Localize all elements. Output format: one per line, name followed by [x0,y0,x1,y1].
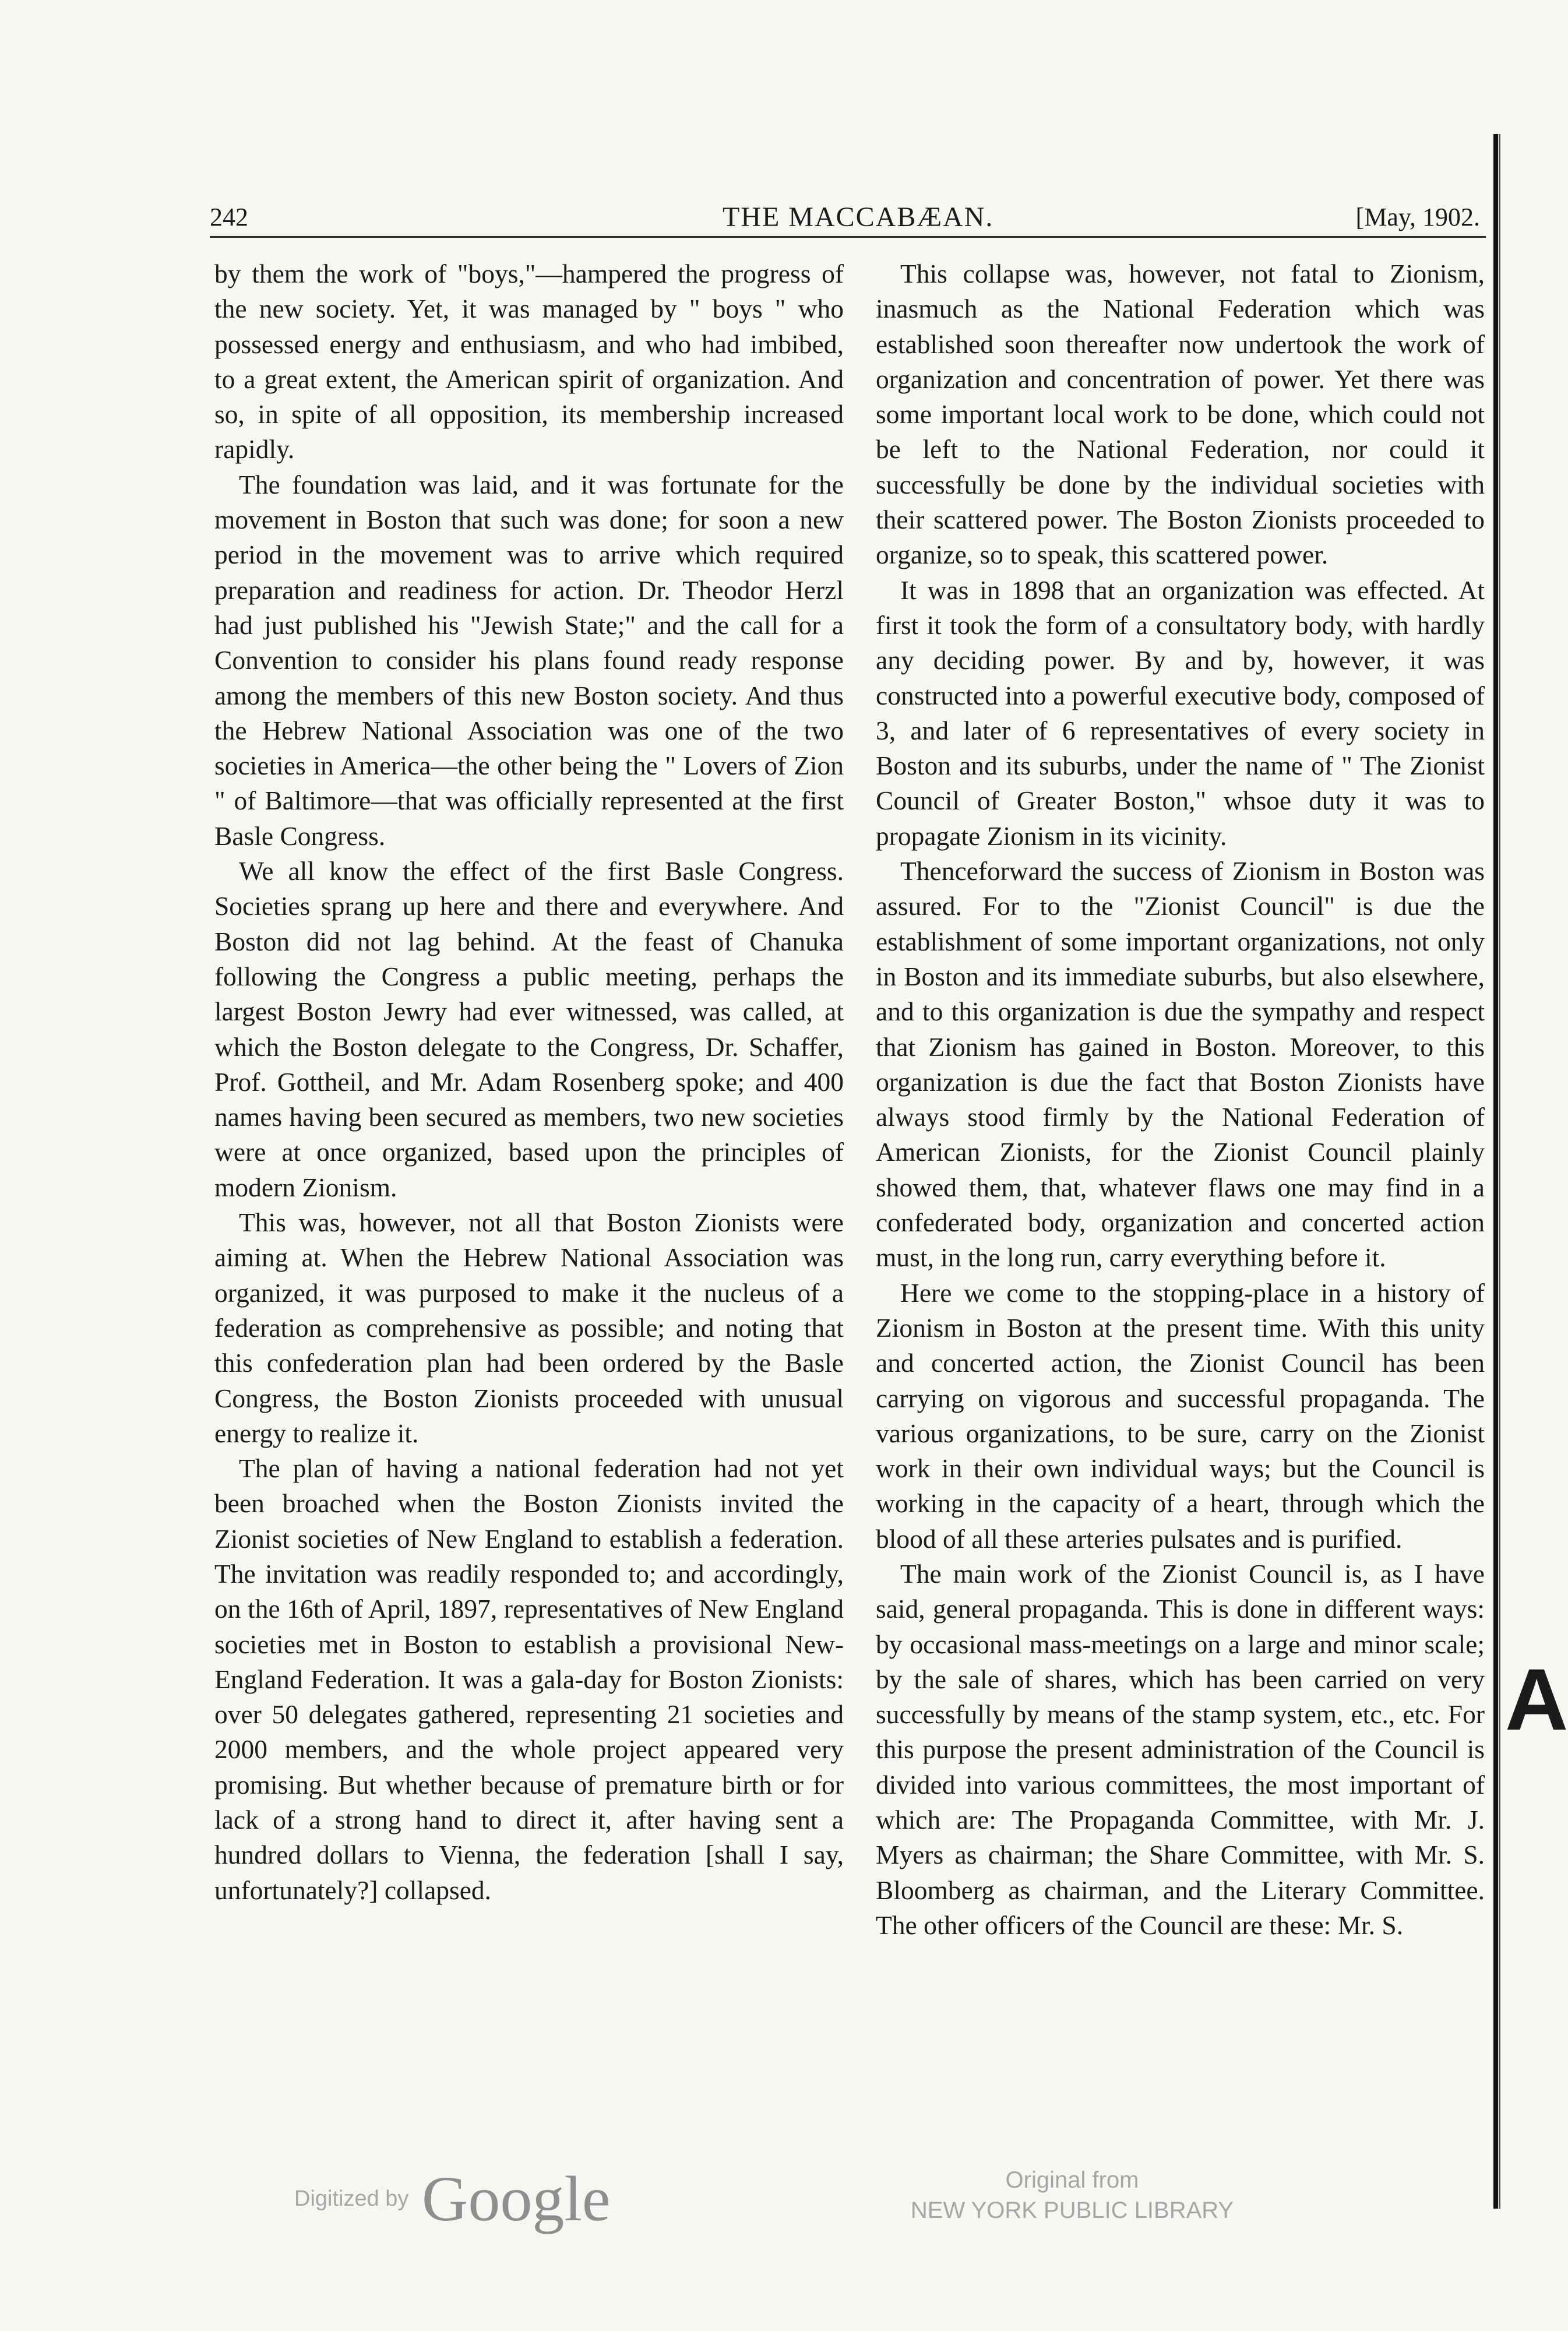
margin-letter: A [1505,1650,1568,1748]
original-from-text: Original from [1005,2167,1139,2193]
header-rule [210,236,1486,238]
page-number: 242 [210,203,248,231]
digitized-credit [294,2162,611,2238]
library-credit [892,2165,1253,2226]
library-name: NEW YORK PUBLIC LIBRARY [910,2198,1234,2223]
paragraph: Thenceforward the success of Zionism in Boston was assured. For to the "Zionist Council" is due the establishment of some important organizations, not only in Boston and its immediate suburbs, but also elsewhere, and to this organization is due the sympathy and respect that Zionism has gained in Boston. Moreover, to this organization is due the fact that Boston Zionists have always stood firmly by the National Federation of American Zionists, for the Zionist Council plainly showed them, that, whatever flaws one may find in a confederated body, organization and concerted action must, in the long run, carry everything before it. [876,856,1485,1273]
right-column [876,256,1485,1943]
google-logo: Google [421,2163,611,2234]
digitized-by-text: Digitized by [294,2186,409,2211]
paragraph: The main work of the Zionist Council is, as I have said, general propaganda. This is done in different ways: by occasional mass-meetings on a large and minor scale; by the sale of shares, which has been carried on very successfully by means of the stamp system, etc., etc. For this purpose the present administration of the Council is divided into various committees, the most important of which are: The Propaganda Committee, with Mr. J. Myers as chairman; the Share Committee, with Mr. S. Bloomberg as chairman, and the Literary Committee. The other officers of the Council are these: Mr. S. [876,1558,1485,1940]
issue-date: [May, 1902. [1355,203,1480,231]
book-spine [1493,134,1498,2209]
paragraph: It was in 1898 that an organization was effected. At first it took the form of a consultatory body, with hardly any deciding power. By and by, however, it was constructed into a powerful executive body, composed of 3, and later of 6 representatives of every society in Boston and its suburbs, under the name of " The Zionist Council of Greater Boston," whsoe duty it was to propagate Zionism in its vicinity. [876,575,1485,851]
left-column [214,256,844,1908]
paragraph: by them the work of "boys,"—hampered the progress of the new society. Yet, it was managed by " boys " who possessed energy and enthusiasm, and who had imbibed, to a great extent, the American spirit of organization. And so, in spite of all opposition, its membership increased rapidly. [214,259,844,464]
paragraph: This was, however, not all that Boston Zionists were aiming at. When the Hebrew National Association was organized, it was purposed to make it the nucleus of a federation as comprehensive as possible; and noting that this confederation plan had been ordered by the Basle Congress, the Boston Zionists proceeded with unusual energy to realize it. [214,1207,844,1448]
journal-title: THE MACCABÆAN. [723,202,994,233]
paragraph: This collapse was, however, not fatal to Zionism, inasmuch as the National Federation which was established soon thereafter now undertook the work of organization and concentration of power. Yet there was some important local work to be done, which could not be left to the National Federation, nor could it successfully be done by the individual societies with their scattered power. The Boston Zionists proceeded to organize, so to speak, this scattered power. [876,259,1485,570]
book-spine-edge [1499,134,1500,2209]
paragraph: Here we come to the stopping-place in a history of Zionism in Boston at the present time. With this unity and concerted action, the Zionist Council has been carrying on vigorous and successful propaganda. The various organizations, to be sure, carry on the Zionist work in their own individual ways; but the Council is working in the capacity of a heart, through which the blood of all these arteries pulsates and is purified. [876,1277,1485,1554]
paragraph: The plan of having a national federation had not yet been broached when the Boston Zionists invited the Zionist societies of New England to establish a federation. The invitation was readily responded to; and accordingly, on the 16th of April, 1897, representatives of New England societies met in Boston to establish a provisional New-England Federation. It was a gala-day for Boston Zionists: over 50 delegates gathered, representing 21 societies and 2000 members, and the whole project appeared very promising. But whether because of premature birth or for lack of a strong hand to direct it, after having sent a hundred dollars to Vienna, the federation [shall I say, unfortunately?] collapsed. [214,1453,844,1905]
paragraph: The foundation was laid, and it was fortunate for the movement in Boston that such was done; for soon a new period in the movement was to arrive which required preparation and readiness for action. Dr. Theodor Herzl had just published his "Jewish State;" and the call for a Convention to consider his plans found ready response among the members of this new Boston society. And thus the Hebrew National Association was one of the two societies in America—the other being the " Lovers of Zion " of Baltimore—that was officially represented at the first Basle Congress. [214,469,844,851]
running-header [210,197,1492,238]
paragraph: We all know the effect of the first Basle Congress. Societies sprang up here and there and everywhere. And Boston did not lag behind. At the feast of Chanuka following the Congress a public meeting, perhaps the largest Boston Jewry had ever witnessed, was called, at which the Boston delegate to the Congress, Dr. Schaffer, Prof. Gottheil, and Mr. Adam Rosenberg spoke; and 400 names having been secured as members, two new societies were at once organized, based upon the principles of modern Zionism. [214,856,844,1202]
